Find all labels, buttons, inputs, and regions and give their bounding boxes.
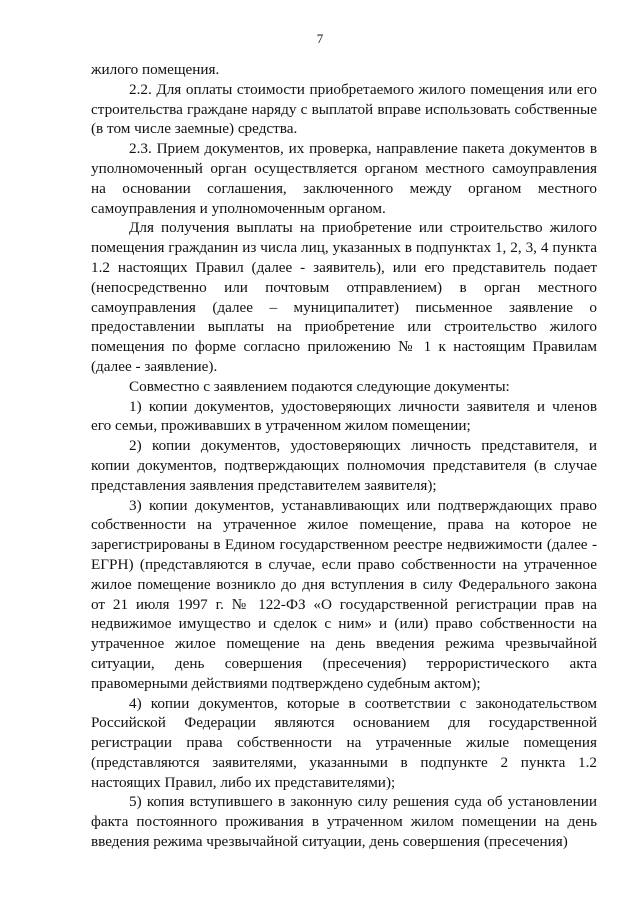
document-body [91, 60, 597, 852]
list-item-3: 3) копии документов, устанавливающих или подтверждающих право собственности на утраченное жилое помещение, права на которое не зарегистрированы в Едином государственном реестре недвижимости (далее - ЕГРН) (представляются в случае, если право собственности на утраченное жилое помещение возникло до дня вступления в силу Федерального закона от 21 июля 1997 г. № 122-ФЗ «О государственной регистрации прав на недвижимое имущество и сделок с ним» и (или) право собственности на утраченное жилое помещение на день введения режима чрезвычайной ситуации, день совершения (пресечения) террористического акта правомерными действиями подтверждено судебным актом); [91, 496, 597, 692]
list-item-1: 1) копии документов, удостоверяющих личности заявителя и членов его семьи, проживавших в утраченном жилом помещении; [91, 397, 597, 435]
paragraph-application: Для получения выплаты на приобретение или строительство жилого помещения гражданин из числа лиц, указанных в подпунктах 1, 2, 3, 4 пункта 1.2 настоящих Правил (далее - заявитель), или его представитель подает (непосредственно или почтовым отправлением) в орган местного самоуправления (далее – муниципалитет) письменное заявление о предоставлении выплаты на приобретение или строительство жилого помещения по форме согласно приложению № 1 к настоящим Правилам (далее - заявление). [91, 219, 597, 375]
list-item-5: 5) копия вступившего в законную силу решения суда об установлении факта постоянного проживания в утраченном жилом помещении на день введения режима чрезвычайной ситуации, день совершения (пресечения) [91, 793, 597, 851]
list-item-2: 2) копии документов, удостоверяющих личность представителя, и копии документов, подтверждающих полномочия представителя (в случае представления заявления представителем заявителя); [91, 437, 597, 494]
list-item-4: 4) копии документов, которые в соответствии с законодательством Российской Федерации являются основанием для государственной регистрации права собственности на утраченные жилые помещения (представляются заявителями, указанными в подпункте 2 пункта 1.2 настоящих Правил, либо их представителями); [91, 694, 597, 791]
paragraph-2-3: 2.3. Прием документов, их проверка, направление пакета документов в уполномоченный орган осуществляется органом местного самоуправления на основании соглашения, заключенного между органом местного самоуправления и уполномоченным органом. [91, 140, 597, 217]
paragraph-documents-intro: Совместно с заявлением подаются следующие документы: [129, 377, 510, 395]
page-number: 7 [316, 31, 324, 46]
paragraph-2-2: 2.2. Для оплаты стоимости приобретаемого жилого помещения или его строительства граждане наряду с выплатой вправе использовать собственные (в том числе заемные) средства. [91, 80, 597, 138]
paragraph-continuation: жилого помещения. [91, 61, 220, 78]
